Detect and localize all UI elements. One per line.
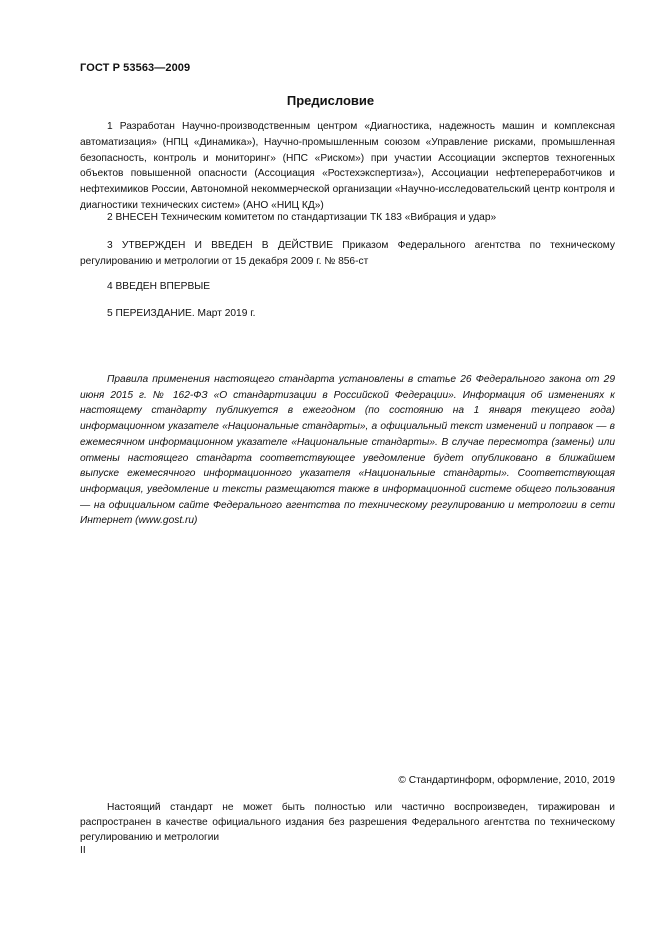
foreword-item-5: 5 ПЕРЕИЗДАНИЕ. Март 2019 г. (107, 308, 256, 319)
document-code: ГОСТ Р 53563—2009 (80, 62, 191, 74)
page-number: II (80, 845, 86, 856)
copyright-line: © Стандартинформ, оформление, 2010, 2019 (398, 775, 615, 786)
foreword-item-2: 2 ВНЕСЕН Техническим комитетом по стандартизации ТК 183 «Вибрация и удар» (107, 212, 497, 223)
rules-note: Правила применения настоящего стандарта установлены в статье 26 Федерального закона от 29 июня 2015 г. № 162-ФЗ «О стандартизации в Российской Федерации». Информация об изменениях к настоящему стандарту публикуется в ежегодном (по состоянию на 1 января текущего года) информационном указателе «Национальные стандарты», а официальный текст изменений и поправок — в ежемесячном информационном указателе «Национальные стандарты». В случае пересмотра (замены) или отмены настоящего стандарта соответствующее уведомление будет опубликовано в ближайшем выпуске ежемесячного информационного указателя «Национальные стандарты». Соответствующая информация, уведомление и тексты размещаются также в информационной системе общего пользования — на официальном сайте Федерального агентства по техническому регулированию и метрологии в сети Интернет (www.gost.ru) (80, 374, 615, 527)
page-title: Предисловие (286, 93, 375, 108)
foreword-item-4: 4 ВВЕДЕН ВПЕРВЫЕ (107, 281, 211, 292)
foreword-item-1: 1 Разработан Научно-производственным центром «Диагностика, надежность машин и комплексная автоматизация» (НПЦ «Динамика»), Научно-промышленным союзом «Управление рисками, промышленная безопасность, контроль и мониторинг» (НПС «Риском») при участии Ассоциации экспертов техногенных объектов повышенной опасности (Ассоциация «Ростехэкспертиза»), Ассоциации нефтепереработчиков и нефтехимиков России, Автономной некоммерческой организации «Научно-исследовательский центр контроля и диагностики технических систем» (АНО «НИЦ КД») (80, 121, 615, 211)
foreword-item-3: 3 УТВЕРЖДЕН И ВВЕДЕН В ДЕЙСТВИЕ Приказом Федерального агентства по техническому регулированию и метрологии от 15 декабря 2009 г. № 856-ст (80, 240, 615, 267)
reproduction-notice: Настоящий стандарт не может быть полностью или частично воспроизведен, тиражирован и распространен в качестве официального издания без разрешения Федерального агентства по техническому регулированию и метрологии (80, 802, 615, 843)
